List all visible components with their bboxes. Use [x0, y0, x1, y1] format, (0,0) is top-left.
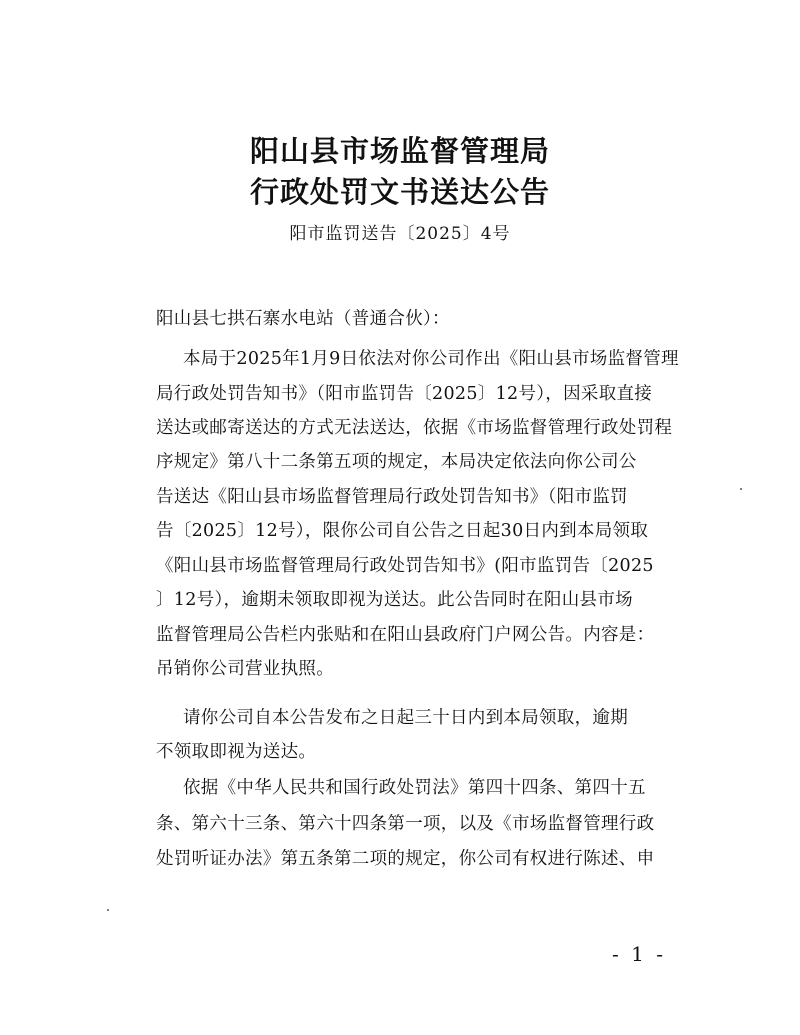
body-line: 告送达《阳山县市场监督管理局行政处罚告知书》（阳市监罚	[156, 487, 628, 507]
body-line: 条、第六十三条、第六十四条第一项，以及《市场监督管理行政	[156, 814, 655, 834]
addressee: 阳山县七拱石寨水电站（普通合伙）：	[156, 309, 450, 329]
issuer-title: 阳山县市场监督管理局	[249, 134, 550, 168]
body-line: 告〔2025〕12号），限你公司自公告之日起30日内到本局领取	[156, 521, 649, 541]
body-line: 不领取即视为送达。	[156, 742, 317, 762]
body-line: 依据《中华人民共和国行政处罚法》第四十四条、第四十五	[183, 778, 646, 798]
document-number: 阳市监罚送告〔2025〕4号	[289, 224, 511, 244]
body-line: 序规定》第八十二条第五项的规定，本局决定依法向你公司公	[156, 452, 637, 472]
body-line: 〕12号），逾期未领取即视为送达。此公告同时在阳山县市场	[156, 590, 633, 610]
notice-title: 行政处罚文书送达公告	[249, 175, 550, 209]
body-line: 吊销你公司营业执照。	[156, 659, 334, 679]
scan-speck	[740, 488, 742, 490]
page-number: - 1 -	[612, 942, 666, 966]
body-line: 处罚听证办法》第五条第二项的规定，你公司有权进行陈述、申	[156, 849, 655, 869]
body-line: 送达或邮寄送达的方式无法送达，依据《市场监督管理行政处罚程	[156, 418, 673, 438]
body-line: 《阳山县市场监督管理局行政处罚告知书》(阳市监罚告〔2025	[156, 556, 654, 576]
body-line: 本局于2025年1月9日依法对你公司作出《阳山县市场监督管理	[183, 349, 679, 369]
body-line: 局行政处罚告知书》（阳市监罚告〔2025〕12号），因采取直接	[156, 384, 653, 404]
body-line: 监督管理局公告栏内张贴和在阳山县政府门户网公告。内容是：	[156, 625, 655, 645]
scan-speck	[107, 909, 109, 911]
body-line: 请你公司自本公告发布之日起三十日内到本局领取，逾期	[183, 708, 628, 728]
